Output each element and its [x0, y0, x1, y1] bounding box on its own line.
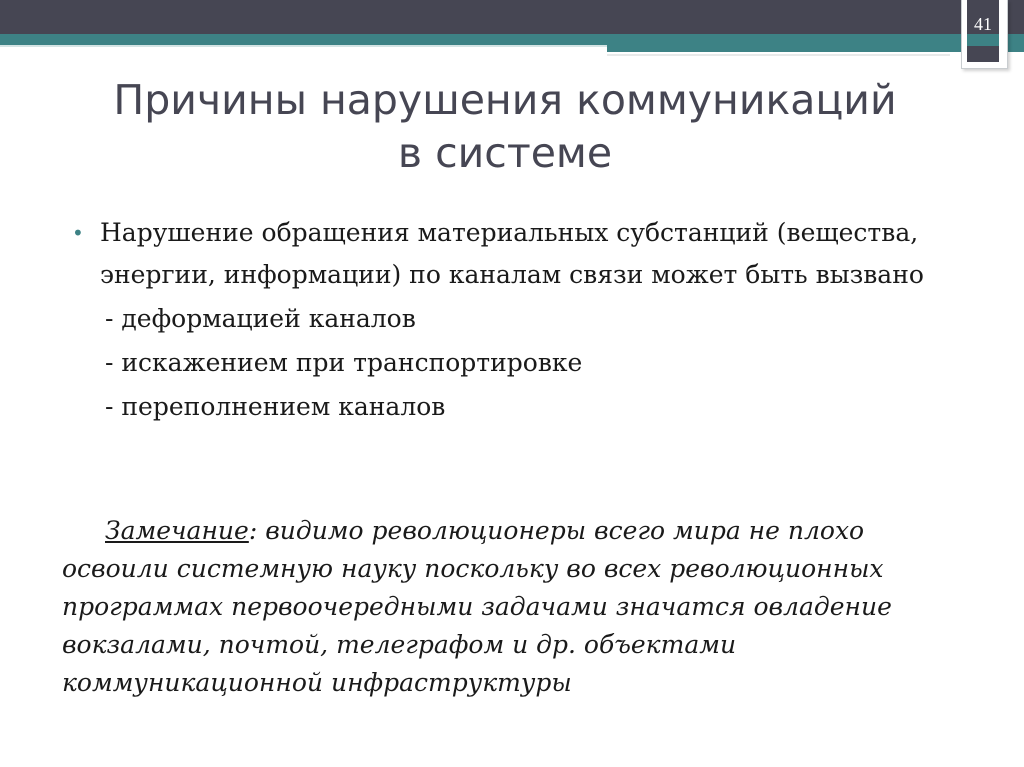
header-teal-band [0, 34, 1024, 45]
remark-label: Замечание [105, 516, 249, 545]
bullet-text: Нарушение обращения материальных субстанций (вещества, энергии, информации) по каналам связи может быть вызвано [100, 218, 924, 289]
remark-paragraph [62, 512, 962, 702]
remark-text: : видимо революционеры всего мира не плохо освоили системную науку поскольку во всех революционных программах первоочередными задачами значатся овладение вокзалами, почтой, телеграфом и др. объектами коммуникационной инфраструктуры [62, 516, 892, 697]
page-number-teal-stripe [967, 34, 999, 46]
slide-title [40, 74, 970, 180]
header-line-right [607, 54, 950, 56]
title-line-1: Причины нарушения коммуникаций [113, 76, 897, 124]
sub-item-deformation: - деформацией каналов [105, 304, 416, 333]
bullet-marker: • [72, 221, 84, 245]
sub-item-overflow: - переполнением каналов [105, 392, 446, 421]
header-dark-band [0, 0, 1024, 34]
title-line-2: в системе [397, 129, 613, 177]
bullet-list [100, 212, 960, 428]
page-number-box [961, 0, 1008, 69]
page-number: 41 [974, 14, 992, 34]
page-number-background [967, 0, 999, 62]
header-light-line [0, 45, 607, 47]
sub-item-distortion: - искажением при транспортировке [105, 348, 583, 377]
